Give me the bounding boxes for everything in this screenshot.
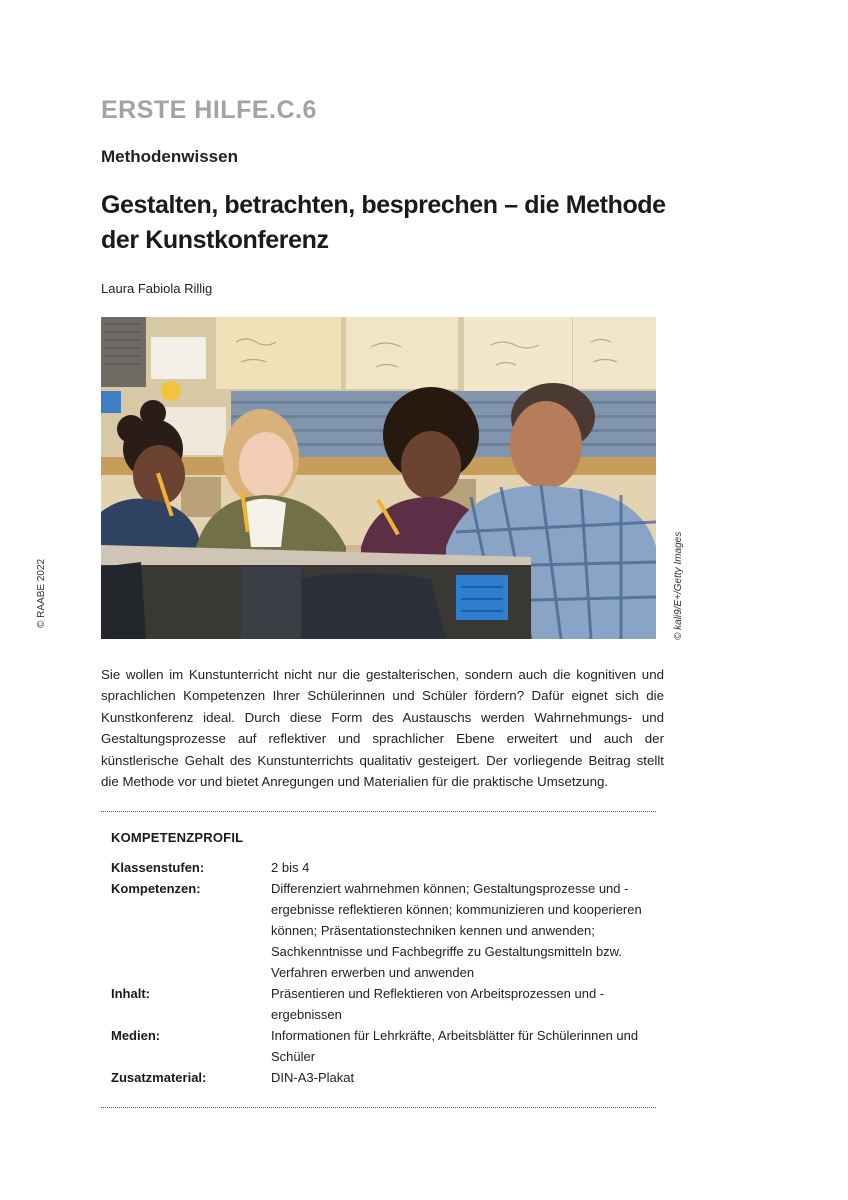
- photo-credit: © kali9/E+/Getty Images: [673, 531, 684, 640]
- profile-row-media: [111, 1025, 656, 1067]
- divider-bottom: [101, 1107, 656, 1108]
- profile-title: KOMPETENZPROFIL: [111, 830, 244, 845]
- profile-row-grade: [111, 857, 656, 878]
- profile-label: Inhalt:: [111, 986, 150, 1001]
- profile-label: Klassenstufen:: [111, 860, 205, 875]
- divider-top: [101, 811, 656, 812]
- page-title: Gestalten, betrachten, besprechen – die Methode der Kunstkonferenz: [101, 191, 666, 254]
- classroom-photo: [101, 317, 656, 639]
- profile-value: Informationen für Lehrkräfte, Arbeitsblätter für Schülerinnen und Schüler: [271, 1028, 639, 1064]
- profile-value: Präsentieren und Reflektieren von Arbeitsprozessen und -ergebnissen: [271, 986, 605, 1022]
- section-label: Methodenwissen: [101, 147, 238, 166]
- profile-value: 2 bis 4: [271, 860, 310, 875]
- profile-label: Kompetenzen:: [111, 881, 201, 896]
- copyright-note: © RAABE 2022: [36, 558, 47, 628]
- profile-table: [111, 857, 656, 1088]
- series-label: ERSTE HILFE.C.6: [101, 96, 317, 124]
- profile-row-content: [111, 983, 656, 1025]
- profile-value: DIN-A3-Plakat: [271, 1070, 355, 1085]
- intro-paragraph: Sie wollen im Kunstunterricht nicht nur die gestalterischen, sondern auch die kognitiven und sprachlichen Kompetenzen Ihrer Schülerinnen und Schüler fördern? Dafür eignet sich die Kunstkonferenz ideal. Durch diese Form des Austauschs werden Wahrnehmungs- und Gestaltungsprozesse auf reflektiver und sprachlicher Ebene erweitert und auch der künstlerische Gehalt des Kunstunterrichts qualitativ gesteigert. Der vorliegende Beitrag stellt die Methode vor und bietet Anregungen und Materialien für die praktische Umsetzung.: [101, 667, 664, 790]
- profile-label: Medien:: [111, 1028, 161, 1043]
- profile-row-competencies: [111, 878, 656, 983]
- profile-value: Differenziert wahrnehmen können; Gestaltungsprozesse und -ergebnisse reflektieren können; kommunizieren und kooperieren können; Präsentationstechniken kennen und anwenden; Sachkenntnisse und Fachbegriffe zu Gestaltungsmitteln bzw. Verfahren erwerben und anwenden: [271, 881, 642, 980]
- author: Laura Fabiola Rillig: [101, 281, 213, 296]
- profile-label: Zusatzmaterial:: [111, 1070, 207, 1085]
- profile-row-extra-material: [111, 1067, 656, 1088]
